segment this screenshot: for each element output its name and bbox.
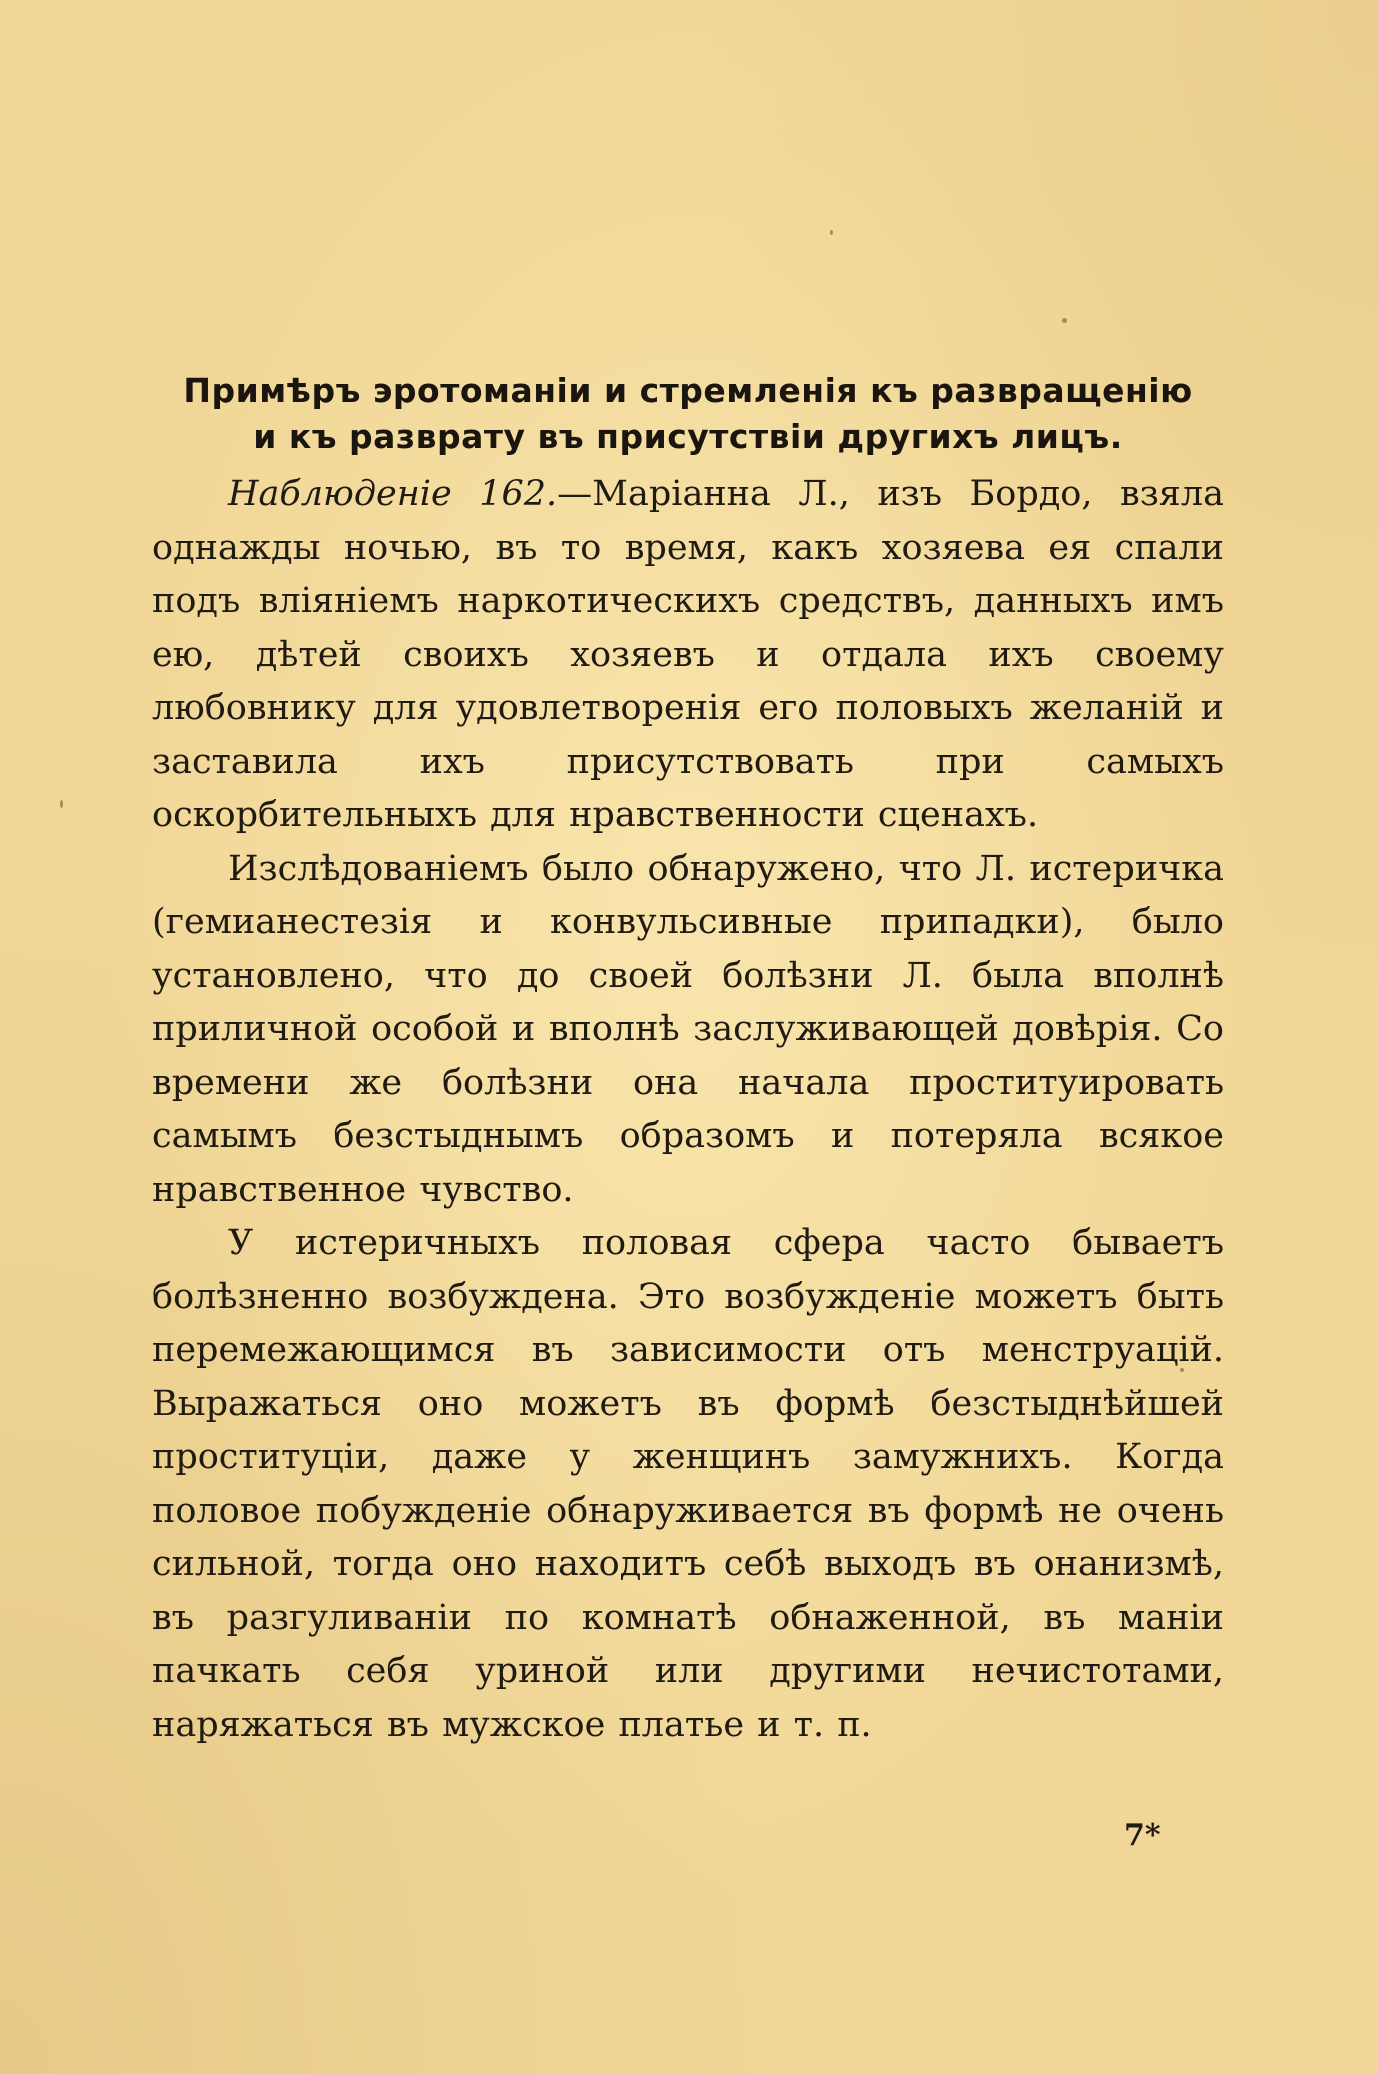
paper-speck (1062, 318, 1067, 323)
section-heading-line-2: и къ разврату въ присутствіи другихъ лицъ. (253, 417, 1123, 456)
page-body (152, 368, 1224, 1752)
observation-label: Наблюденіе 162. (228, 474, 558, 514)
section-heading-line-1: Примѣръ эротоманіи и стремленія къ развращенію (183, 371, 1193, 410)
observation-text: —Маріанна Л., изъ Бордо, взяла однажды ночью, въ то время, какъ хозяева ея спали подъ вліяніемъ наркотическихъ средствъ, данныхъ имъ ею, дѣтей своихъ хозяевъ и отдала ихъ своему любовнику для удовлетворенія его половыхъ желаній и заставила ихъ присутствовать при самыхъ оскорбительныхъ для нравственности сценахъ. (152, 474, 1224, 835)
investigation-paragraph: Изслѣдованіемъ было обнаружено, что Л. истеричка (гемианестезія и конвульсивные припадки), было установлено, что до своей болѣзни Л. была вполнѣ приличной особой и вполнѣ заслуживающей довѣрія. Со времени же болѣзни она начала проституировать самымъ безстыднымъ образомъ и потеряла всякое нравственное чувство. (152, 848, 1224, 1210)
hysteria-paragraph: У истеричныхъ половая сфера часто бываетъ болѣзненно возбуждена. Это возбужденіе можетъ быть перемежающимся въ зависимости отъ менструацій. Выражаться оно можетъ въ формѣ безстыднѣйшей проституціи, даже у женщинъ замужнихъ. Когда половое побужденіе обнаруживается въ формѣ не очень сильной, тогда оно находитъ себѣ выходъ въ онанизмѣ, въ разгуливаніи по комнатѣ обнаженной, въ маніи пачкать себя уриной или другими нечистотами, наряжаться въ мужское платье и т. п. (152, 1223, 1224, 1745)
paper-speck (830, 230, 833, 235)
page-number: 7* (1124, 1818, 1161, 1853)
observation-paragraph (152, 468, 1224, 843)
section-heading (152, 368, 1224, 460)
paper-speck (60, 800, 63, 808)
